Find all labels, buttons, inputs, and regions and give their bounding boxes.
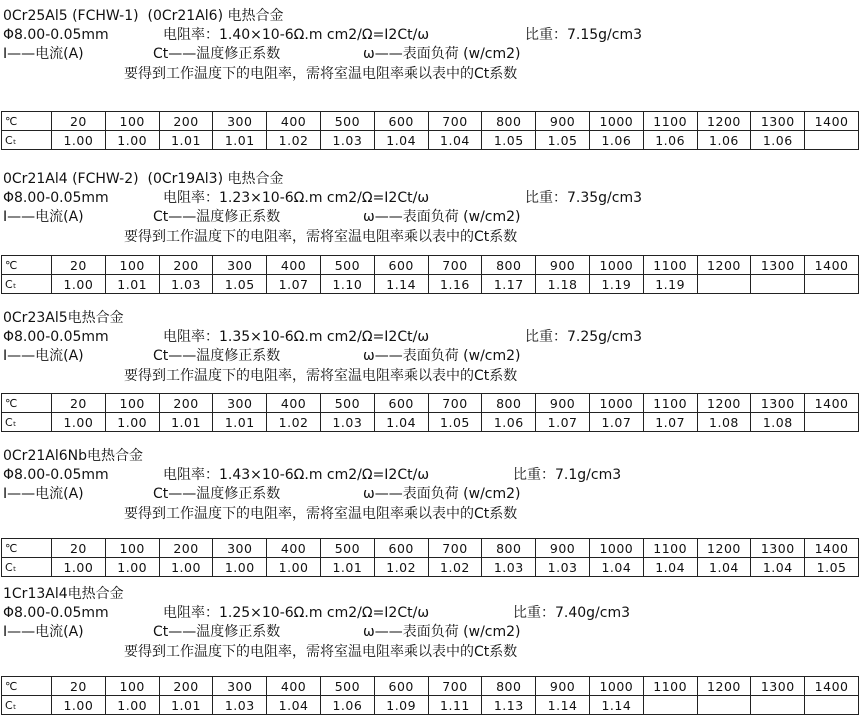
density-text: 比重：7.1g/cm3: [513, 467, 622, 483]
temperature-cell: 1400: [805, 256, 859, 275]
ct-value-cell: 1.09: [374, 696, 428, 715]
ct-value-cell: 1.03: [536, 558, 590, 577]
temperature-cell: 100: [105, 256, 159, 275]
ct-value-cell: 1.03: [320, 131, 374, 150]
ct-table: [1, 255, 859, 294]
ct-value-cell: 1.01: [159, 696, 213, 715]
omega-text: ω——表面负荷 (w/cm2): [363, 486, 521, 502]
ct-value-cell: 1.14: [536, 696, 590, 715]
temperature-cell: 20: [52, 394, 106, 413]
temperature-cell: 900: [536, 112, 590, 131]
note-text: 要得到工作温度下的电阻率，需将室温电阻率乘以表中的Ct系数: [124, 644, 518, 660]
ct-value-cell: 1.04: [643, 558, 697, 577]
temperature-cell: 1200: [697, 394, 751, 413]
temperature-cell: 900: [536, 256, 590, 275]
ct-value-cell: [805, 275, 859, 294]
temperature-cell: 1300: [751, 394, 805, 413]
ct-value-cell: 1.00: [52, 131, 106, 150]
temperature-cell: 1200: [697, 112, 751, 131]
ct-row: [2, 696, 859, 715]
ct-value-cell: 1.13: [482, 696, 536, 715]
ct-value-cell: 1.00: [267, 558, 321, 577]
temperature-cell: 400: [267, 394, 321, 413]
ct-label: Cₜ: [2, 275, 52, 294]
ct-value-cell: 1.04: [751, 558, 805, 577]
temperature-cell: 1000: [589, 256, 643, 275]
diameter-text: Φ8.00-0.05mm: [3, 605, 109, 621]
ct-value-cell: 1.02: [374, 558, 428, 577]
temperature-cell: 1100: [643, 539, 697, 558]
ct-value-cell: 1.03: [482, 558, 536, 577]
ct-value-cell: 1.00: [105, 696, 159, 715]
ct-label: Cₜ: [2, 558, 52, 577]
diameter-text: Φ8.00-0.05mm: [3, 27, 109, 43]
resistivity-text: 电阻率：1.43×10-6Ω.m cm2/Ω=I2Ct/ω: [163, 467, 430, 483]
alloy-title: 1Cr13Al4电热合金: [3, 586, 124, 602]
ct-text: Ct——温度修正系数: [153, 348, 281, 364]
temperature-cell: 1200: [697, 256, 751, 275]
diameter-text: Φ8.00-0.05mm: [3, 329, 109, 345]
omega-text: ω——表面负荷 (w/cm2): [363, 624, 521, 640]
ct-value-cell: 1.01: [105, 275, 159, 294]
ct-value-cell: 1.00: [52, 696, 106, 715]
ct-value-cell: 1.05: [213, 275, 267, 294]
temperature-cell: 500: [320, 539, 374, 558]
ct-value-cell: 1.08: [697, 413, 751, 432]
ct-value-cell: 1.00: [52, 275, 106, 294]
spec-line: [3, 27, 853, 44]
ct-value-cell: [697, 696, 751, 715]
temperature-cell: 1100: [643, 256, 697, 275]
temperature-cell: 1000: [589, 112, 643, 131]
ct-value-cell: 1.06: [643, 131, 697, 150]
temperature-cell: 1000: [589, 539, 643, 558]
temperature-cell: 500: [320, 256, 374, 275]
ct-value-cell: 1.06: [482, 413, 536, 432]
ct-value-cell: 1.05: [536, 131, 590, 150]
temperature-cell: 300: [213, 394, 267, 413]
ct-value-cell: 1.00: [52, 558, 106, 577]
ct-value-cell: 1.03: [213, 696, 267, 715]
temperature-cell: 1400: [805, 539, 859, 558]
density-text: 比重：7.35g/cm3: [525, 190, 643, 206]
temperature-cell: 600: [374, 394, 428, 413]
ct-text: Ct——温度修正系数: [153, 209, 281, 225]
density-text: 比重：7.25g/cm3: [525, 329, 643, 345]
ct-value-cell: 1.17: [482, 275, 536, 294]
temperature-cell: 400: [267, 112, 321, 131]
temperature-label: ℃: [2, 539, 52, 558]
temperature-cell: 800: [482, 256, 536, 275]
ct-value-cell: 1.01: [159, 413, 213, 432]
temperature-cell: 1300: [751, 539, 805, 558]
ct-value-cell: 1.06: [751, 131, 805, 150]
resistivity-text: 电阻率：1.40×10-6Ω.m cm2/Ω=I2Ct/ω: [163, 27, 430, 43]
note-text: 要得到工作温度下的电阻率，需将室温电阻率乘以表中的Ct系数: [124, 229, 518, 245]
temperature-cell: 1300: [751, 677, 805, 696]
legend-line: [3, 624, 853, 641]
ct-value-cell: 1.04: [428, 131, 482, 150]
temperature-cell: 200: [159, 394, 213, 413]
omega-text: ω——表面负荷 (w/cm2): [363, 348, 521, 364]
ct-value-cell: 1.02: [267, 413, 321, 432]
ct-value-cell: 1.04: [267, 696, 321, 715]
omega-text: ω——表面负荷 (w/cm2): [363, 209, 521, 225]
temperature-cell: 100: [105, 539, 159, 558]
temperature-cell: 700: [428, 394, 482, 413]
temperature-cell: 1000: [589, 677, 643, 696]
ct-value-cell: 1.05: [805, 558, 859, 577]
ct-value-cell: 1.07: [536, 413, 590, 432]
ct-value-cell: 1.04: [374, 413, 428, 432]
temperature-row: [2, 539, 859, 558]
temperature-cell: 1300: [751, 256, 805, 275]
temperature-cell: 700: [428, 539, 482, 558]
resistivity-text: 电阻率：1.35×10-6Ω.m cm2/Ω=I2Ct/ω: [163, 329, 430, 345]
ct-text: Ct——温度修正系数: [153, 624, 281, 640]
legend-line: [3, 209, 853, 226]
temperature-cell: 600: [374, 677, 428, 696]
current-text: I——电流(A): [3, 624, 84, 640]
ct-value-cell: 1.14: [589, 696, 643, 715]
spec-line: [3, 329, 853, 346]
temperature-cell: 900: [536, 677, 590, 696]
ct-value-cell: 1.00: [105, 413, 159, 432]
ct-table: [1, 676, 859, 715]
note-text: 要得到工作温度下的电阻率，需将室温电阻率乘以表中的Ct系数: [124, 506, 518, 522]
temperature-cell: 1200: [697, 677, 751, 696]
alloy-title: 0Cr21Al4 (FCHW-2) (0Cr19Al3) 电热合金: [3, 171, 284, 187]
temperature-cell: 20: [52, 256, 106, 275]
temperature-cell: 400: [267, 539, 321, 558]
ct-value-cell: 1.07: [267, 275, 321, 294]
ct-value-cell: 1.01: [320, 558, 374, 577]
ct-row: [2, 413, 859, 432]
ct-value-cell: 1.18: [536, 275, 590, 294]
temperature-cell: 1400: [805, 677, 859, 696]
temperature-row: [2, 256, 859, 275]
temperature-cell: 100: [105, 677, 159, 696]
temperature-cell: 100: [105, 394, 159, 413]
resistivity-text: 电阻率：1.25×10-6Ω.m cm2/Ω=I2Ct/ω: [163, 605, 430, 621]
ct-label: Cₜ: [2, 413, 52, 432]
ct-value-cell: 1.14: [374, 275, 428, 294]
ct-value-cell: 1.06: [697, 131, 751, 150]
ct-value-cell: 1.04: [697, 558, 751, 577]
ct-text: Ct——温度修正系数: [153, 486, 281, 502]
ct-value-cell: 1.08: [751, 413, 805, 432]
temperature-label: ℃: [2, 677, 52, 696]
temperature-cell: 100: [105, 112, 159, 131]
ct-value-cell: 1.05: [482, 131, 536, 150]
ct-value-cell: 1.07: [589, 413, 643, 432]
temperature-cell: 900: [536, 539, 590, 558]
spec-line: [3, 467, 853, 484]
ct-value-cell: 1.01: [159, 131, 213, 150]
ct-value-cell: 1.02: [428, 558, 482, 577]
diameter-text: Φ8.00-0.05mm: [3, 467, 109, 483]
temperature-cell: 400: [267, 677, 321, 696]
ct-value-cell: 1.19: [643, 275, 697, 294]
alloy-title: 0Cr23Al5电热合金: [3, 310, 124, 326]
temperature-row: [2, 112, 859, 131]
temperature-cell: 300: [213, 112, 267, 131]
temperature-cell: 1100: [643, 677, 697, 696]
ct-value-cell: [805, 696, 859, 715]
legend-line: [3, 46, 853, 63]
ct-row: [2, 275, 859, 294]
temperature-cell: 600: [374, 112, 428, 131]
ct-value-cell: 1.00: [159, 558, 213, 577]
temperature-cell: 800: [482, 677, 536, 696]
temperature-row: [2, 677, 859, 696]
ct-value-cell: 1.04: [374, 131, 428, 150]
ct-row: [2, 558, 859, 577]
temperature-cell: 1200: [697, 539, 751, 558]
ct-value-cell: 1.05: [428, 413, 482, 432]
temperature-cell: 500: [320, 677, 374, 696]
ct-value-cell: 1.00: [213, 558, 267, 577]
ct-value-cell: 1.00: [105, 131, 159, 150]
ct-label: Cₜ: [2, 131, 52, 150]
temperature-cell: 500: [320, 112, 374, 131]
note-text: 要得到工作温度下的电阻率，需将室温电阻率乘以表中的Ct系数: [124, 66, 518, 82]
ct-value-cell: 1.02: [267, 131, 321, 150]
ct-text: Ct——温度修正系数: [153, 46, 281, 62]
temperature-cell: 200: [159, 677, 213, 696]
ct-value-cell: [805, 131, 859, 150]
ct-value-cell: 1.07: [643, 413, 697, 432]
temperature-cell: 300: [213, 256, 267, 275]
temperature-cell: 200: [159, 256, 213, 275]
ct-value-cell: 1.06: [320, 696, 374, 715]
ct-value-cell: [805, 413, 859, 432]
temperature-cell: 1100: [643, 394, 697, 413]
ct-table: [1, 538, 859, 577]
ct-row: [2, 131, 859, 150]
ct-value-cell: [697, 275, 751, 294]
ct-value-cell: 1.01: [213, 413, 267, 432]
temperature-cell: 1400: [805, 394, 859, 413]
legend-line: [3, 486, 853, 503]
temperature-cell: 1300: [751, 112, 805, 131]
alloy-title: 0Cr25Al5 (FCHW-1) (0Cr21Al6) 电热合金: [3, 8, 284, 24]
ct-value-cell: 1.00: [105, 558, 159, 577]
diameter-text: Φ8.00-0.05mm: [3, 190, 109, 206]
temperature-label: ℃: [2, 256, 52, 275]
ct-value-cell: 1.03: [320, 413, 374, 432]
temperature-label: ℃: [2, 394, 52, 413]
current-text: I——电流(A): [3, 46, 84, 62]
temperature-cell: 400: [267, 256, 321, 275]
ct-value-cell: [751, 275, 805, 294]
ct-value-cell: 1.16: [428, 275, 482, 294]
spec-line: [3, 605, 853, 622]
omega-text: ω——表面负荷 (w/cm2): [363, 46, 521, 62]
temperature-cell: 700: [428, 256, 482, 275]
current-text: I——电流(A): [3, 209, 84, 225]
temperature-row: [2, 394, 859, 413]
temperature-cell: 20: [52, 677, 106, 696]
ct-table: [1, 393, 859, 432]
temperature-cell: 200: [159, 539, 213, 558]
temperature-cell: 500: [320, 394, 374, 413]
ct-value-cell: 1.03: [159, 275, 213, 294]
temperature-cell: 700: [428, 677, 482, 696]
resistivity-text: 电阻率：1.23×10-6Ω.m cm2/Ω=I2Ct/ω: [163, 190, 430, 206]
ct-value-cell: 1.06: [589, 131, 643, 150]
temperature-cell: 800: [482, 539, 536, 558]
temperature-cell: 700: [428, 112, 482, 131]
temperature-cell: 1100: [643, 112, 697, 131]
temperature-label: ℃: [2, 112, 52, 131]
spec-line: [3, 190, 853, 207]
ct-value-cell: 1.01: [213, 131, 267, 150]
ct-value-cell: 1.04: [589, 558, 643, 577]
temperature-cell: 1000: [589, 394, 643, 413]
temperature-cell: 20: [52, 539, 106, 558]
legend-line: [3, 348, 853, 365]
density-text: 比重：7.40g/cm3: [513, 605, 631, 621]
temperature-cell: 800: [482, 112, 536, 131]
ct-value-cell: [643, 696, 697, 715]
current-text: I——电流(A): [3, 348, 84, 364]
current-text: I——电流(A): [3, 486, 84, 502]
ct-value-cell: 1.00: [52, 413, 106, 432]
ct-value-cell: 1.10: [320, 275, 374, 294]
temperature-cell: 600: [374, 539, 428, 558]
temperature-cell: 300: [213, 539, 267, 558]
alloy-title: 0Cr21Al6Nb电热合金: [3, 448, 143, 464]
ct-table: [1, 111, 859, 150]
temperature-cell: 900: [536, 394, 590, 413]
temperature-cell: 20: [52, 112, 106, 131]
ct-label: Cₜ: [2, 696, 52, 715]
ct-value-cell: 1.11: [428, 696, 482, 715]
temperature-cell: 300: [213, 677, 267, 696]
ct-value-cell: [751, 696, 805, 715]
ct-value-cell: 1.19: [589, 275, 643, 294]
note-text: 要得到工作温度下的电阻率，需将室温电阻率乘以表中的Ct系数: [124, 368, 518, 384]
temperature-cell: 1400: [805, 112, 859, 131]
temperature-cell: 200: [159, 112, 213, 131]
temperature-cell: 800: [482, 394, 536, 413]
density-text: 比重：7.15g/cm3: [525, 27, 643, 43]
temperature-cell: 600: [374, 256, 428, 275]
